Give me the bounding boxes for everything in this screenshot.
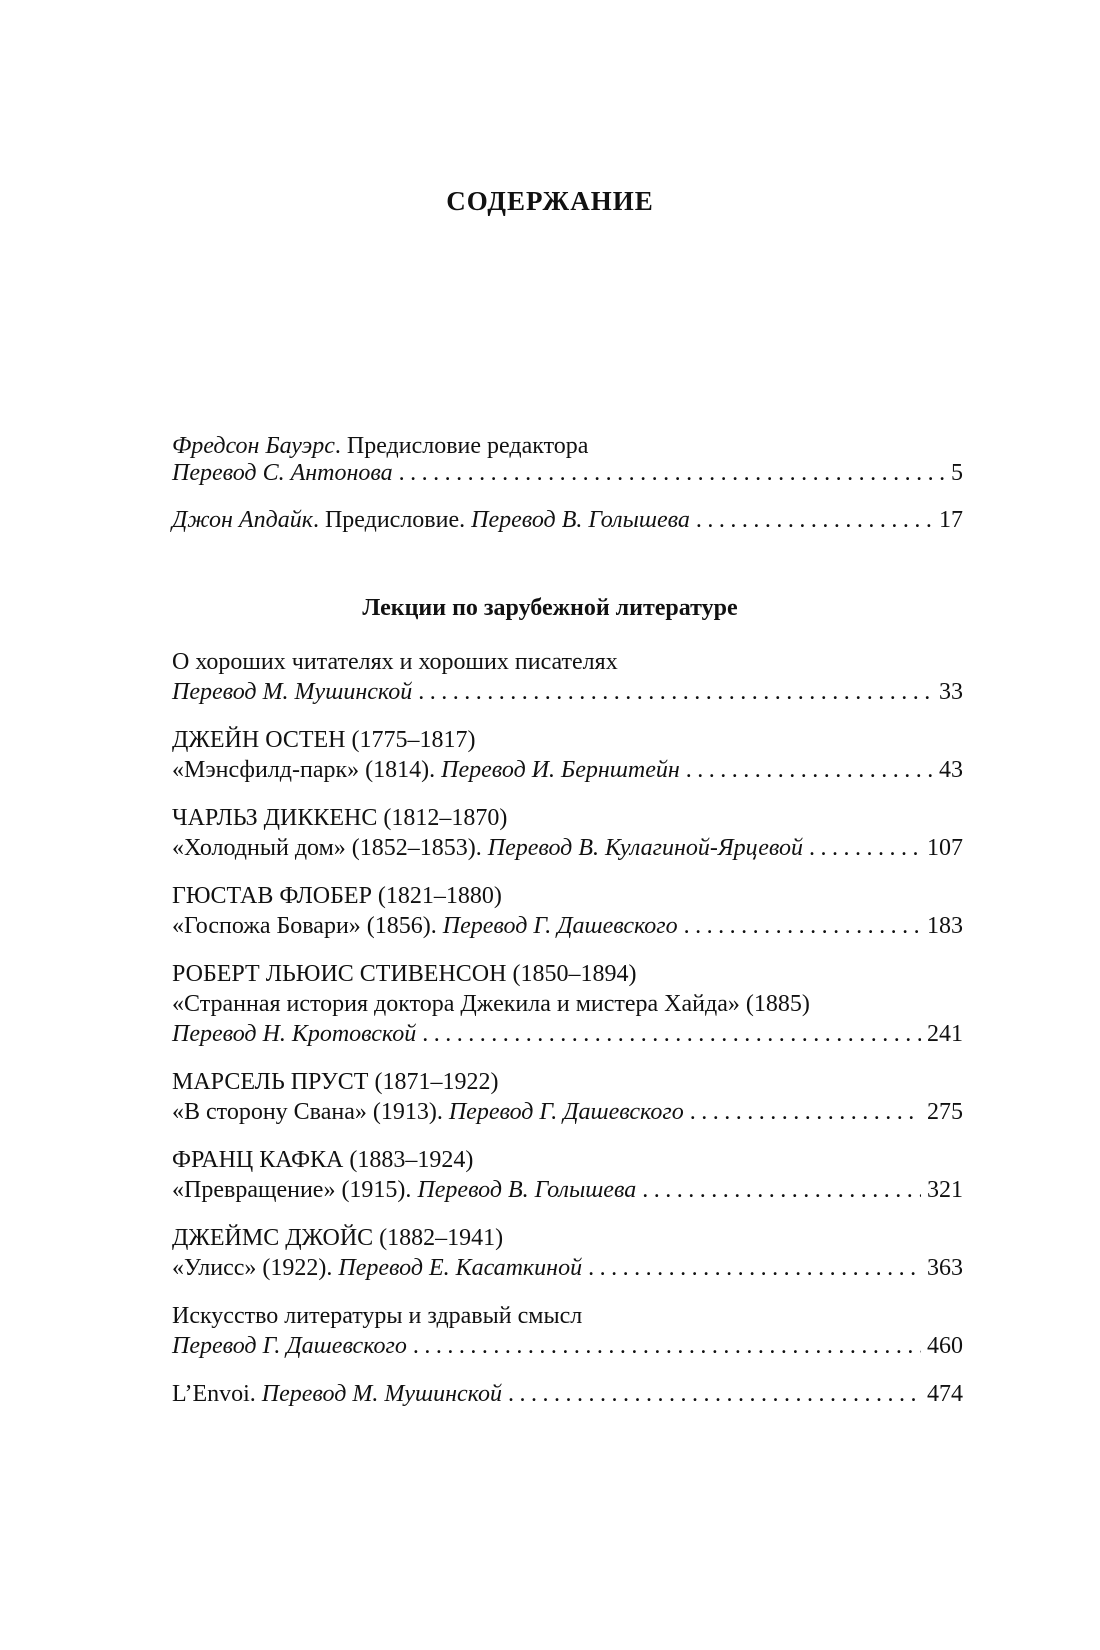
translator-credit: Перевод Г. Дашевского xyxy=(442,913,678,939)
page-number: 321 xyxy=(927,1177,963,1203)
entry-heading: О хороших читателях и хороших писателях xyxy=(172,649,618,675)
dot-leader xyxy=(642,1174,921,1206)
entry-heading: Искусство литературы и здравый смысл xyxy=(172,1303,583,1329)
translator-credit: Перевод В. Кулагиной-Ярцевой xyxy=(487,835,804,861)
entry-heading: ДЖЕЙМС ДЖОЙС (1882–1941) xyxy=(172,1225,504,1251)
toc-entry-line xyxy=(172,754,963,786)
dot-leader xyxy=(684,910,921,942)
page-number: 43 xyxy=(939,757,963,783)
entry-heading: ГЮСТАВ ФЛОБЕР (1821–1880) xyxy=(172,883,502,909)
toc-entry-line xyxy=(172,1096,963,1128)
page-number: 363 xyxy=(927,1255,963,1281)
work-title: «В сторону Свана» (1913). xyxy=(172,1099,449,1125)
translator-credit: Перевод Н. Кротовской xyxy=(172,1021,417,1047)
translator-credit: Перевод В. Голышева xyxy=(417,1177,637,1203)
page-title: СОДЕРЖАНИЕ xyxy=(446,186,654,216)
dot-leader xyxy=(508,1378,921,1410)
table-of-contents xyxy=(172,0,963,1650)
entry-heading: РОБЕРТ ЛЬЮИС СТИВЕНСОН (1850–1894) xyxy=(172,961,637,987)
translator-credit: Перевод М. Мушинской xyxy=(261,1381,502,1407)
dot-leader xyxy=(418,676,933,708)
page-number: 275 xyxy=(927,1099,963,1125)
entry-heading: ЧАРЛЬЗ ДИККЕНС (1812–1870) xyxy=(172,805,508,831)
translator-credit: Перевод И. Бернштейн xyxy=(441,757,680,783)
page-number: 107 xyxy=(927,835,963,861)
entry-heading: ДЖЕЙН ОСТЕН (1775–1817) xyxy=(172,727,476,753)
page-number: 460 xyxy=(927,1333,963,1359)
toc-entry-line xyxy=(172,910,963,942)
dot-leader xyxy=(690,1096,921,1128)
work-title: «Превращение» (1915). xyxy=(172,1177,418,1203)
work-title: «Госпожа Бовари» (1856). xyxy=(172,913,443,939)
dot-leader xyxy=(588,1252,921,1284)
translator-credit: Перевод Г. Дашевского xyxy=(448,1099,684,1125)
toc-entry-line xyxy=(172,457,963,489)
work-title: «Холодный дом» (1852–1853). xyxy=(172,835,488,861)
toc-entry-line xyxy=(172,832,963,864)
page-number: 474 xyxy=(927,1381,963,1407)
toc-entry-line xyxy=(172,1018,963,1050)
entry-heading: ФРАНЦ КАФКА (1883–1924) xyxy=(172,1147,474,1173)
toc-entry-line xyxy=(172,1330,963,1362)
entry-title: . Предисловие редактора xyxy=(334,433,589,459)
page-number: 183 xyxy=(927,913,963,939)
author-name: Фредсон Бауэрс xyxy=(172,433,335,459)
page-number: 241 xyxy=(927,1021,963,1047)
work-title: «Мэнсфилд-парк» (1814). xyxy=(172,757,442,783)
toc-entry-line xyxy=(172,676,963,708)
translator-credit: Перевод В. Голышева xyxy=(471,507,690,533)
page-number: 5 xyxy=(951,460,963,486)
dot-leader xyxy=(686,754,933,786)
work-title: «Странная история доктора Джекила и мистера Хайда» (1885) xyxy=(172,991,810,1017)
translator-credit: Перевод С. Антонова xyxy=(172,460,393,486)
dot-leader xyxy=(413,1330,921,1362)
entry-title: . Предисловие. xyxy=(312,507,472,533)
page-number: 33 xyxy=(939,679,963,705)
dot-leader xyxy=(696,504,933,536)
work-title: L’Envoi. xyxy=(172,1381,262,1407)
toc-entry-line xyxy=(172,1252,963,1284)
translator-credit: Перевод Г. Дашевского xyxy=(172,1333,407,1359)
dot-leader xyxy=(809,832,921,864)
translator-credit: Перевод Е. Касаткиной xyxy=(338,1255,583,1281)
section-heading: Лекции по зарубежной литературе xyxy=(362,595,738,621)
author-name: Джон Апдайк xyxy=(172,507,313,533)
translator-credit: Перевод М. Мушинской xyxy=(172,679,413,705)
work-title: «Улисс» (1922). xyxy=(172,1255,339,1281)
entry-heading: МАРСЕЛЬ ПРУСТ (1871–1922) xyxy=(172,1069,499,1095)
dot-leader xyxy=(399,457,945,489)
toc-entry-line xyxy=(172,504,963,536)
toc-entry-line xyxy=(172,1378,963,1410)
toc-entry-line xyxy=(172,1174,963,1206)
dot-leader xyxy=(422,1018,921,1050)
page-number: 17 xyxy=(939,507,963,533)
